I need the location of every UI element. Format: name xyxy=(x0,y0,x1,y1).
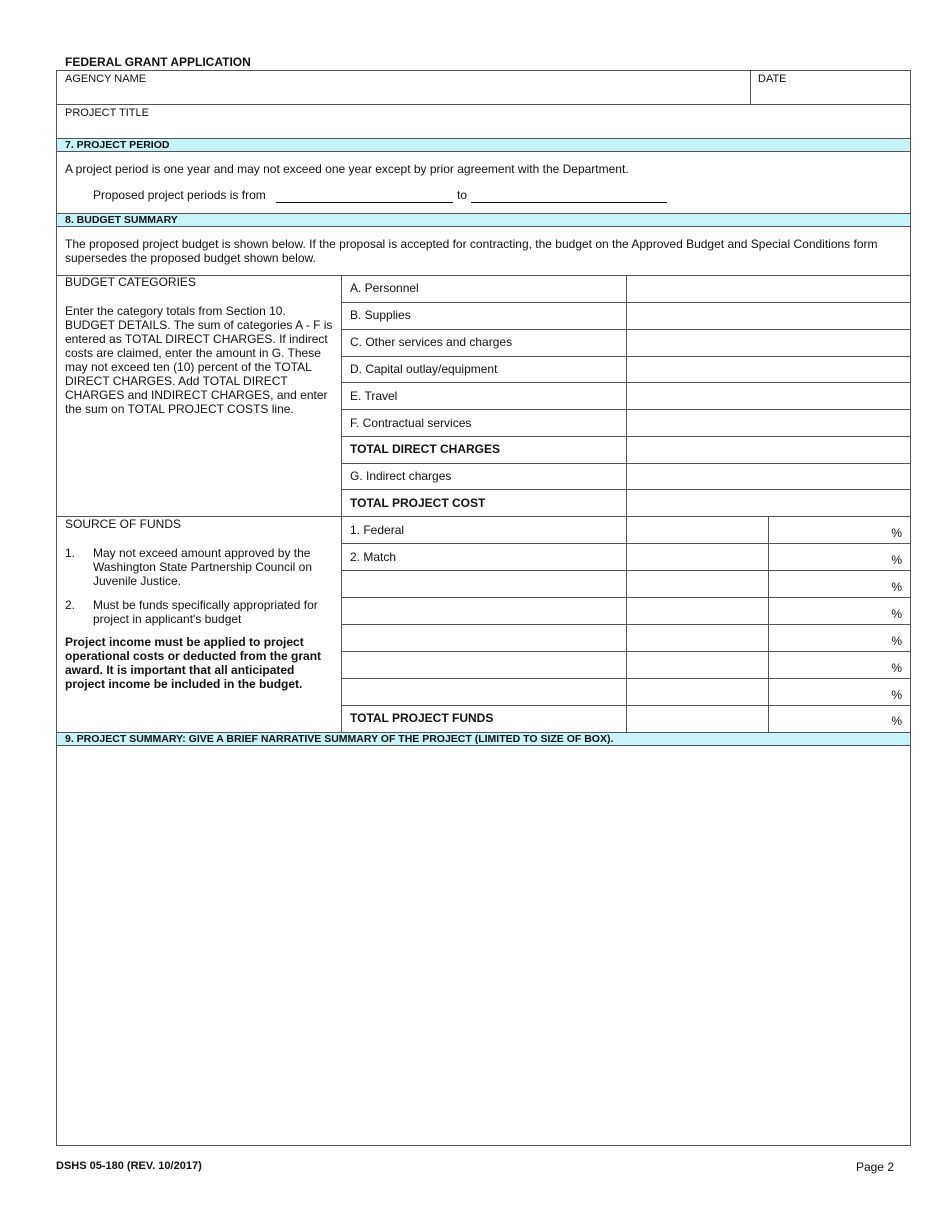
category-contractual: F. Contractual services xyxy=(350,416,472,430)
category-total-project-cost: TOTAL PROJECT COST xyxy=(350,496,486,510)
category-other-services: C. Other services and charges xyxy=(350,335,513,349)
funds-row-line xyxy=(342,570,910,571)
category-travel: E. Travel xyxy=(350,389,398,403)
amount-travel[interactable] xyxy=(627,383,910,409)
budget-categories-instructions: Enter the category totals from Section 10. BUDGET DETAILS. The sum of categories A - F is entered as TOTAL DIRECT CHARGES. If indirect costs are claimed, enter the amount in G. These may not exceed ten (10) percent of the TOTAL DIRECT CHARGES. Add TOTAL DIRECT CHARGES and INDIRECT CHARGES, and enter the sum on TOTAL PROJECT COSTS line. xyxy=(65,304,333,416)
funds-row-line xyxy=(342,597,910,598)
note2-text: Must be funds specifically appropriated for project in applicant's budget xyxy=(93,598,318,626)
category-indirect: G. Indirect charges xyxy=(350,469,452,483)
funds-amount-field[interactable] xyxy=(627,598,768,624)
category-personnel: A. Personnel xyxy=(350,281,419,295)
form-number: DSHS 05-180 (REV. 10/2017) xyxy=(56,1160,202,1172)
category-capital-outlay: D. Capital outlay/equipment xyxy=(350,362,498,376)
funds-percent-symbol[interactable]: % xyxy=(891,607,902,621)
period-from-label: Proposed project periods is from xyxy=(93,188,266,202)
grant-application-form xyxy=(56,70,911,1146)
funds-total-label: TOTAL PROJECT FUNDS xyxy=(350,711,494,725)
funds-federal-label: 1. Federal xyxy=(350,523,405,537)
amount-total-direct[interactable] xyxy=(627,437,910,463)
page-number: Page 2 xyxy=(855,1160,894,1174)
amount-contractual[interactable] xyxy=(627,410,910,436)
funds-row-line xyxy=(342,624,910,625)
funds-amount-field[interactable] xyxy=(627,706,768,732)
funds-percent-symbol[interactable]: % xyxy=(891,553,902,567)
funds-amount-field[interactable] xyxy=(627,625,768,651)
category-total-direct: TOTAL DIRECT CHARGES xyxy=(350,442,501,456)
funds-row-line xyxy=(342,543,910,544)
project-title-field[interactable] xyxy=(57,119,910,137)
funds-percent-symbol[interactable]: % xyxy=(891,688,902,702)
budget-summary-header: 8. BUDGET SUMMARY xyxy=(57,213,910,227)
period-to-field[interactable] xyxy=(471,202,667,203)
amount-capital-outlay[interactable] xyxy=(627,357,910,382)
project-income-note: Project income must be applied to project operational costs or deducted from the grant award. It is important that all anticipated project income be included in the budget. xyxy=(65,635,322,691)
funds-amount-field[interactable] xyxy=(627,679,768,705)
project-summary-header: 9. PROJECT SUMMARY: GIVE A BRIEF NARRATIVE SUMMARY OF THE PROJECT (LIMITED TO SIZE OF BOX). xyxy=(57,732,910,746)
funds-percent-symbol[interactable]: % xyxy=(891,634,902,648)
category-supplies: B. Supplies xyxy=(350,308,411,322)
agency-name-label: AGENCY NAME xyxy=(65,73,147,85)
category-row-line xyxy=(57,516,910,517)
budget-left-divider xyxy=(341,275,342,732)
amount-total-project-cost[interactable] xyxy=(627,490,910,516)
amount-supplies[interactable] xyxy=(627,303,910,329)
funds-row-line xyxy=(342,705,910,706)
form-title: FEDERAL GRANT APPLICATION xyxy=(65,55,251,69)
project-title-label: PROJECT TITLE xyxy=(65,107,149,119)
project-period-description: A project period is one year and may not exceed one year except by prior agreement with the Department. xyxy=(65,162,629,176)
funds-amount-field[interactable] xyxy=(627,652,768,678)
agency-name-field[interactable] xyxy=(57,85,749,104)
project-period-header: 7. PROJECT PERIOD xyxy=(57,138,910,152)
note1-number: 1. xyxy=(65,546,76,560)
note1-text: May not exceed amount approved by the Washington State Partnership Council on Juvenile Justice. xyxy=(93,546,313,588)
budget-categories-label: BUDGET CATEGORIES xyxy=(65,275,196,289)
funds-percent-symbol[interactable]: % xyxy=(891,580,902,594)
date-field[interactable] xyxy=(751,85,909,104)
funds-amount-field[interactable] xyxy=(627,544,768,570)
amount-indirect[interactable] xyxy=(627,464,910,489)
funds-row-line xyxy=(342,651,910,652)
funds-amount-field[interactable] xyxy=(627,517,768,543)
note2-number: 2. xyxy=(65,598,76,612)
funds-amount-field[interactable] xyxy=(627,571,768,597)
date-label: DATE xyxy=(758,73,787,85)
amount-personnel[interactable] xyxy=(627,276,910,302)
source-of-funds-label: SOURCE OF FUNDS xyxy=(65,517,182,531)
funds-row-line xyxy=(342,678,910,679)
period-to-label: to xyxy=(457,188,468,202)
funds-match-label: 2. Match xyxy=(350,550,397,564)
project-summary-textarea[interactable] xyxy=(57,747,910,1145)
funds-percent-symbol[interactable]: % xyxy=(891,661,902,675)
budget-summary-description: The proposed project budget is shown below. If the proposal is accepted for contracting, the budget on the Approved Budget and Special Conditions form supersedes the proposed budget shown below. xyxy=(65,237,878,265)
funds-percent-symbol[interactable]: % xyxy=(891,526,902,540)
amount-other-services[interactable] xyxy=(627,330,910,356)
funds-percent-symbol[interactable]: % xyxy=(891,714,902,728)
period-from-field[interactable] xyxy=(276,202,453,203)
